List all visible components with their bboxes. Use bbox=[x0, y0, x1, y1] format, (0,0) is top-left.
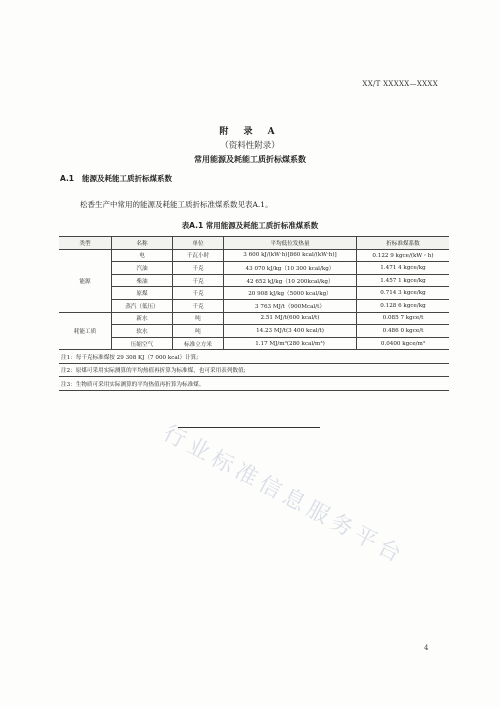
body-paragraph: 松香生产中常用的能源及耗能工质折标准煤系数见表A.1。 bbox=[80, 200, 273, 209]
heat-value-cell: 42 652 kJ/kg（10 200kcal/kg） bbox=[224, 274, 357, 287]
heat-value-cell: 1.17 MJ/m³(280 kcal/m³) bbox=[224, 337, 357, 350]
unit-cell: 千克 bbox=[173, 287, 224, 300]
coefficient-cell: 0.122 9 kgce/(kW・h) bbox=[357, 249, 450, 262]
appendix-heading bbox=[0, 125, 500, 167]
type-cell: 能源 bbox=[59, 249, 112, 312]
table-note: 注3：生物质可采用实际测算的平均热值再折算为标准煤。 bbox=[59, 377, 449, 391]
table-row bbox=[59, 249, 449, 262]
heat-value-cell: 20 908 kJ/kg（5000 kcal/kg） bbox=[224, 287, 357, 300]
table-caption: 表A.1 常用能源及耗能工质折标准煤系数 bbox=[181, 221, 319, 230]
table-row bbox=[59, 312, 449, 325]
type-cell: 耗能工质 bbox=[59, 312, 112, 350]
name-cell: 蒸汽（低压） bbox=[112, 299, 173, 312]
watermark: 行业标准信息服务平台 bbox=[158, 420, 410, 570]
appendix-title: 附 录 A bbox=[219, 127, 281, 137]
page-number: 4 bbox=[424, 644, 429, 652]
coefficient-cell: 0.128 6 kgce/kg bbox=[357, 299, 450, 312]
column-header: 单位 bbox=[173, 237, 224, 250]
coefficient-table bbox=[59, 236, 449, 391]
unit-cell: 千克 bbox=[173, 262, 224, 275]
table-row bbox=[59, 274, 449, 287]
section-title: 能源及耗能工质折标煤系数 bbox=[82, 174, 173, 183]
coefficient-cell: 1.457 1 kgce/kg bbox=[357, 274, 450, 287]
section-number: A.1 bbox=[60, 174, 75, 183]
unit-cell: 千克 bbox=[173, 299, 224, 312]
unit-cell: 千克 bbox=[173, 274, 224, 287]
end-divider bbox=[178, 427, 320, 428]
coefficient-cell: 0.714 3 kgce/kg bbox=[357, 287, 450, 300]
column-header: 类型 bbox=[59, 237, 112, 250]
unit-cell: 标准立方米 bbox=[173, 337, 224, 350]
name-cell: 柴油 bbox=[112, 274, 173, 287]
column-header: 平均低位发热量 bbox=[224, 237, 357, 250]
name-cell: 汽油 bbox=[112, 262, 173, 275]
coefficient-cell: 0.0400 kgce/m³ bbox=[357, 337, 450, 350]
table-note-row bbox=[59, 350, 449, 364]
table-note: 注2：原煤可采用实际测算的平均热值再折算为标准煤，也可采用表列数值; bbox=[59, 363, 449, 377]
standard-code: XX/T XXXXX—XXXX bbox=[362, 80, 438, 88]
section-heading bbox=[60, 173, 180, 184]
coefficient-cell: 0.085 7 kgce/t bbox=[357, 312, 450, 325]
column-header: 折标准煤系数 bbox=[357, 237, 450, 250]
unit-cell: 吨 bbox=[173, 325, 224, 338]
coefficient-cell: 1.471 4 kgce/kg bbox=[357, 262, 450, 275]
table-row bbox=[59, 337, 449, 350]
table-note: 注1：每千克标准煤按 29 308 KJ（7 000 kcal）计算; bbox=[59, 350, 449, 364]
appendix-subtitle: （资料性附录） bbox=[220, 141, 280, 151]
coefficient-cell: 0.486 0 kgce/t bbox=[357, 325, 450, 338]
table-header-row bbox=[59, 237, 449, 250]
heat-value-cell: 2.51 MJ/t(600 kcal/t) bbox=[224, 312, 357, 325]
table-note-row bbox=[59, 377, 449, 391]
table-row bbox=[59, 325, 449, 338]
name-cell: 软水 bbox=[112, 325, 173, 338]
name-cell: 新水 bbox=[112, 312, 173, 325]
name-cell: 原煤 bbox=[112, 287, 173, 300]
name-cell: 压缩空气 bbox=[112, 337, 173, 350]
table-note-row bbox=[59, 363, 449, 377]
heat-value-cell: 3 763 MJ/t（900Mcal/t） bbox=[224, 299, 357, 312]
unit-cell: 吨 bbox=[173, 312, 224, 325]
table-row bbox=[59, 262, 449, 275]
column-header: 名称 bbox=[112, 237, 173, 250]
name-cell: 电 bbox=[112, 249, 173, 262]
unit-cell: 千瓦小时 bbox=[173, 249, 224, 262]
table-row bbox=[59, 287, 449, 300]
appendix-main-title: 常用能源及耗能工质折标煤系数 bbox=[194, 155, 306, 164]
heat-value-cell: 43 070 kJ/kg（10 300 kcal/kg） bbox=[224, 262, 357, 275]
heat-value-cell: 14.23 MJ/t(3 400 kcal/t) bbox=[224, 325, 357, 338]
table-row bbox=[59, 299, 449, 312]
heat-value-cell: 3 600 kJ/(kW·h)[860 kcal/(kW·h)] bbox=[224, 249, 357, 262]
